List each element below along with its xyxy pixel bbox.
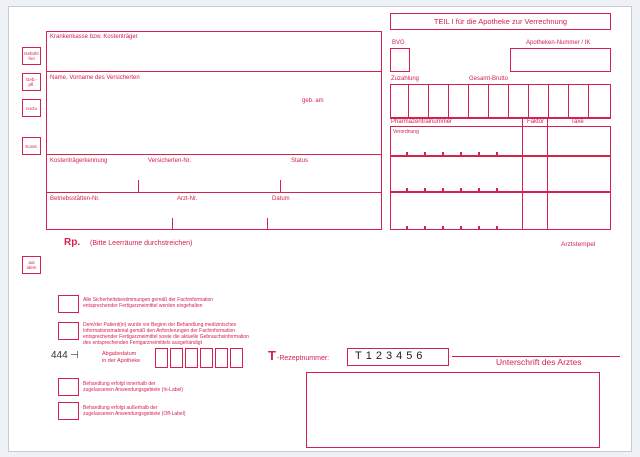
fee-required-box[interactable] [22,73,41,91]
other-label: Sonst. [25,144,38,149]
dispense-line-2: in der Apotheke [102,358,141,364]
grid-line [488,84,489,118]
dispense-digit-1[interactable] [155,348,168,368]
patient-divider-3 [46,192,382,193]
status-label: Status [291,158,309,164]
gross-label: Gesamt-Brutto [469,76,509,82]
signature-box[interactable] [306,372,600,448]
grid-line [508,84,509,118]
factor-col-left [522,118,523,230]
tick-mark [496,188,498,191]
other-box[interactable] [22,137,41,155]
insured-no-tick [138,180,139,192]
date-label: Datum [272,196,290,202]
aut-idem-box[interactable] [22,256,41,274]
noctu-box[interactable] [22,99,41,117]
doctor-no-tick [172,218,173,230]
grid-line [548,84,549,118]
pharmacy-no-box[interactable] [510,48,611,72]
insurer-id-label: Kostenträgerkennung [50,158,108,164]
tick-mark [424,152,426,155]
tick-mark [442,226,444,229]
insured-no-label: Versicherten-Nr. [148,158,192,164]
aut-idem-label: aut idem [26,260,37,270]
bvg-box[interactable] [390,48,410,72]
tax-label: Taxe [571,119,584,125]
grid-line [528,84,529,118]
factor-col-right [547,118,548,230]
dispense-digit-3[interactable] [185,348,198,368]
birth-label: geb. am [302,98,324,104]
t-rx-number: T123456 [355,350,427,362]
in-label-line-1: Behandlung erfolgt innerhalb der [83,381,156,387]
name-label: Name, Vorname des Versicherten [50,75,140,81]
t-letter: T [268,348,276,363]
tick-mark [424,226,426,229]
info-material-checkbox[interactable] [58,322,79,340]
tick-mark [460,226,462,229]
safety-line-1: Alle Sicherheitsbestimmungen gemäß der Fachinformation [83,297,214,303]
pzn-row-2[interactable] [390,156,611,192]
fee-free-box[interactable] [22,47,41,65]
info-line-4: des entsprechenden Fertigarzneimittels ausgehändigt [83,340,202,346]
info-line-3: entsprechender Fertigarzneimittel sowie die aktuelle Gebrauchsinformation [83,334,249,340]
fee-required-label: Geb.-pfl. [25,77,38,87]
rp-label: Rp. [64,237,81,248]
bvg-label: BVG [392,40,405,46]
grid-line [568,84,569,118]
tick-mark [496,226,498,229]
patient-divider-2 [46,154,382,155]
pzn-row-3[interactable] [390,192,611,230]
copay-gross-box[interactable] [390,84,611,118]
site-no-label: Betriebsstätten-Nr. [50,196,100,202]
factor-label: Faktor [527,119,545,125]
tick-mark [496,152,498,155]
grid-line [408,84,409,118]
tick-mark [478,226,480,229]
grid-line [428,84,429,118]
copay-label: Zuzahlung [391,76,420,82]
stamp-label: Arztstempel [561,241,596,248]
patient-divider-1 [46,71,382,72]
tick-mark [424,188,426,191]
tick-mark [442,188,444,191]
off-label-line-1: Behandlung erfolgt außerhalb der [83,405,158,411]
dispense-digit-6[interactable] [230,348,243,368]
doctor-no-label: Arzt-Nr. [177,196,198,202]
safety-checkbox[interactable] [58,295,79,313]
dispense-digit-2[interactable] [170,348,183,368]
dispense-digit-4[interactable] [200,348,213,368]
signature-label: Unterschrift des Arztes [496,357,582,367]
tick-mark [406,188,408,191]
form-code: 444 [51,350,68,361]
grid-line [448,84,449,118]
insurer-label: Krankenkasse bzw. Kostenträger [50,34,138,40]
noctu-label: noctu [25,106,37,111]
tick-mark [460,152,462,155]
form-code-mark: ⊣ [70,350,79,361]
status-tick [280,180,281,192]
tick-mark [406,152,408,155]
off-label-checkbox[interactable] [58,402,79,420]
tick-mark [478,152,480,155]
rp-hint: (Bitte Leerräume durchstreichen) [90,240,193,247]
t-rx-label: -Rezeptnummer: [277,355,330,362]
dispense-line-1: Abgabedatum [102,351,137,357]
date-tick [267,218,268,230]
grid-line [588,84,589,118]
tick-mark [478,188,480,191]
safety-line-2: entsprechender Fertigarzneimittel werden eingehalten [83,303,203,309]
tick-mark [406,226,408,229]
tick-mark [460,188,462,191]
in-label-checkbox[interactable] [58,378,79,396]
off-label-line-2: zugelassenen Anwendungsgebiete (Off-Label) [83,411,186,417]
dispense-digit-5[interactable] [215,348,228,368]
fee-free-label: Gebühr frei [23,51,39,61]
info-line-2: Informationsmaterial gemäß den Anforderungen der Fachinformation [83,328,236,334]
tick-mark [442,152,444,155]
in-label-line-2: zugelassenen Anwendungsgebiete (In-Label) [83,387,184,393]
pharmacy-no-label: Apotheken-Nummer / IK [526,40,591,46]
pzn-label: Pharmazentralnummer [391,119,453,125]
prescription-label: Verordnung [393,129,419,135]
info-line-1: Dem/der Patient(in) wurde vor Beginn der Behandlung medizinisches [83,322,237,328]
grid-line [468,84,469,118]
pharmacy-title: TEIL I für die Apotheke zur Verrechnung [433,17,568,26]
